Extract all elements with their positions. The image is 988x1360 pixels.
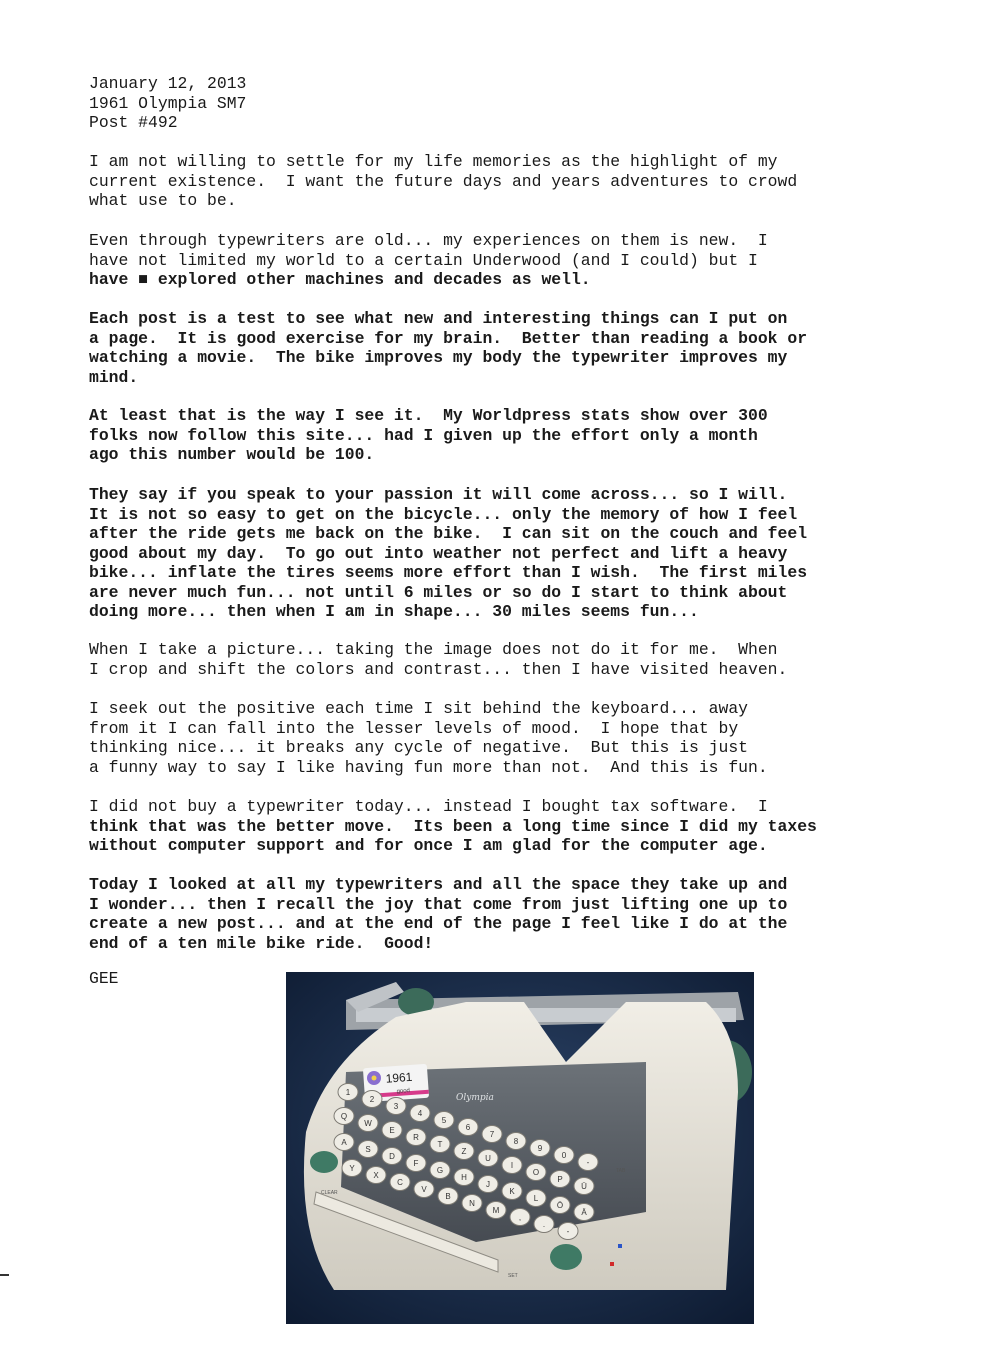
paragraph-5 — [89, 485, 889, 622]
set-key-label: SET — [508, 1273, 518, 1279]
right-shift-key — [550, 1244, 582, 1270]
key-label: Y — [349, 1164, 355, 1173]
paragraph-line: a funny way to say I like having fun more than not. And this is fun. — [89, 757, 768, 777]
key-label: O — [532, 1168, 540, 1177]
paragraph-line: At least that is the way I see it. My Worldpress stats show over 300 — [89, 406, 768, 425]
key-label: F — [413, 1159, 419, 1168]
key-label: V — [421, 1185, 427, 1194]
key-label: Ä — [581, 1208, 587, 1217]
left-shift-key — [310, 1151, 338, 1173]
paragraph-3 — [89, 309, 889, 387]
key-label: Ü — [581, 1182, 587, 1191]
key-label: S — [365, 1145, 371, 1154]
key-label: Ö — [556, 1201, 564, 1210]
key-label: P — [557, 1175, 563, 1184]
key-label: K — [509, 1187, 515, 1196]
paragraph-7 — [89, 699, 889, 777]
key-label: 0 — [561, 1151, 567, 1160]
key-label: , — [518, 1213, 522, 1222]
paragraph-line: are never much fun... not until 6 miles or so do I start to think about — [89, 582, 788, 602]
paragraph-line: I seek out the positive each time I sit behind the keyboard... away — [89, 699, 749, 718]
paragraph-line: end of a ten mile bike ride. Good! — [89, 933, 434, 953]
header-machine: 1961 Olympia SM7 — [89, 93, 247, 113]
key-label: H — [461, 1173, 467, 1182]
paragraph-line: Today I looked at all my typewriters and all the space they take up and — [89, 875, 788, 894]
paragraph-line: When I take a picture... taking the image does not do it for me. When — [89, 640, 778, 659]
paragraph-9 — [89, 875, 889, 953]
key-label: 5 — [441, 1116, 447, 1125]
key-label: I — [510, 1161, 514, 1170]
paragraph-line: I am not willing to settle for my life memories as the highlight of my — [89, 152, 778, 171]
paragraph-line: have not limited my world to a certain Underwood (and I could) but I — [89, 250, 758, 270]
key-label: 9 — [537, 1144, 543, 1153]
key-label: M — [492, 1206, 500, 1215]
paragraph-line: without computer support and for once I am glad for the computer age. — [89, 836, 768, 855]
paragraph-line: ago this number would be 100. — [89, 445, 375, 464]
key-label: 1 — [345, 1088, 351, 1097]
header-post-number: Post #492 — [89, 113, 178, 132]
paragraph-line: create a new post... and at the end of the page I feel like I do at the — [89, 914, 788, 933]
key-label: 7 — [489, 1130, 495, 1139]
key-label: Z — [461, 1147, 467, 1156]
paragraph-1 — [89, 152, 889, 211]
paragraph-line: think that was the better move. Its been a long time since I did my taxes — [89, 816, 817, 836]
paragraph-line: from it I can fall into the lesser levels of mood. I hope that by — [89, 718, 739, 738]
paragraph-line: current existence. I want the future days and years adventures to crowd — [89, 171, 798, 191]
paragraph-line: what use to be. — [89, 191, 237, 210]
key-label: T — [437, 1140, 443, 1149]
key-label: 4 — [417, 1109, 423, 1118]
paragraph-2 — [89, 231, 889, 290]
margin-mark — [0, 1274, 9, 1276]
key-label: L — [533, 1194, 539, 1203]
paragraph-6 — [89, 640, 889, 679]
paragraph-line: watching a movie. The bike improves my body the typewriter improves my — [89, 348, 788, 367]
key-label: Q — [340, 1112, 348, 1121]
paragraph-line: mind. — [89, 367, 139, 387]
clear-key-label: CLEAR — [321, 1190, 338, 1196]
paragraph-line: have ■ explored other machines and decades as well. — [89, 270, 591, 289]
key-label: D — [389, 1152, 395, 1161]
typewriter-photo — [286, 972, 754, 1324]
paragraph-line: Even through typewriters are old... my experiences on them is new. I — [89, 231, 768, 250]
paragraph-line: It is not so easy to get on the bicycle... only the memory of how I feel — [89, 504, 798, 524]
key-label: C — [397, 1178, 403, 1187]
key-label: . — [542, 1220, 546, 1229]
key-label: N — [469, 1199, 475, 1208]
header-date: January 12, 2013 — [89, 74, 247, 93]
paragraph-line: Each post is a test to see what new and interesting things can I put on — [89, 309, 788, 328]
paragraph-line: I wonder... then I recall the joy that come from just lifting one up to — [89, 894, 788, 914]
paragraph-line: bike... inflate the tires seems more effort than I wish. The first miles — [89, 563, 808, 582]
brand-logo: Olympia — [456, 1093, 494, 1103]
tab-key-label: TAB — [616, 1168, 626, 1174]
paragraph-line: a page. It is good exercise for my brain. Better than reading a book or — [89, 328, 808, 348]
paragraph-line: thinking nice... it breaks any cycle of negative. But this is just — [89, 738, 749, 757]
key-label: A — [341, 1138, 347, 1147]
key-label: - — [566, 1227, 570, 1236]
paragraph-line: They say if you speak to your passion it will come across... so I will. — [89, 485, 788, 504]
paragraph-line: folks now follow this site... had I given up the effort only a month — [89, 425, 758, 445]
paragraph-8 — [89, 797, 889, 856]
key-label: W — [364, 1119, 372, 1128]
key-label: 2 — [369, 1095, 375, 1104]
paragraph-4 — [89, 406, 889, 465]
sticker-year: 1961 — [385, 1069, 413, 1086]
signature: GEE — [89, 969, 119, 988]
key-label: J — [486, 1180, 490, 1189]
paragraph-line: doing more... then when I am in shape... 30 miles seems fun... — [89, 602, 699, 621]
key-label: 6 — [465, 1123, 471, 1132]
key-label: U — [485, 1154, 491, 1163]
key-label: R — [413, 1133, 419, 1142]
paragraph-line: I did not buy a typewriter today... instead I bought tax software. I — [89, 797, 768, 816]
sticker-note: good — [396, 1088, 411, 1095]
paragraph-line: good about my day. To go out into weather not perfect and lift a heavy — [89, 543, 788, 563]
key-label: 8 — [513, 1137, 519, 1146]
key-label: - — [586, 1158, 590, 1167]
letter-header — [89, 74, 246, 133]
paragraph-line: after the ride gets me back on the bike. I can sit on the couch and feel — [89, 524, 808, 543]
key-label: X — [373, 1171, 379, 1180]
key-label: B — [445, 1192, 451, 1201]
key-label: 3 — [393, 1102, 399, 1111]
key-label: E — [389, 1126, 395, 1135]
paragraph-line: I crop and shift the colors and contrast... then I have visited heaven. — [89, 659, 788, 679]
key-label: G — [436, 1166, 444, 1175]
